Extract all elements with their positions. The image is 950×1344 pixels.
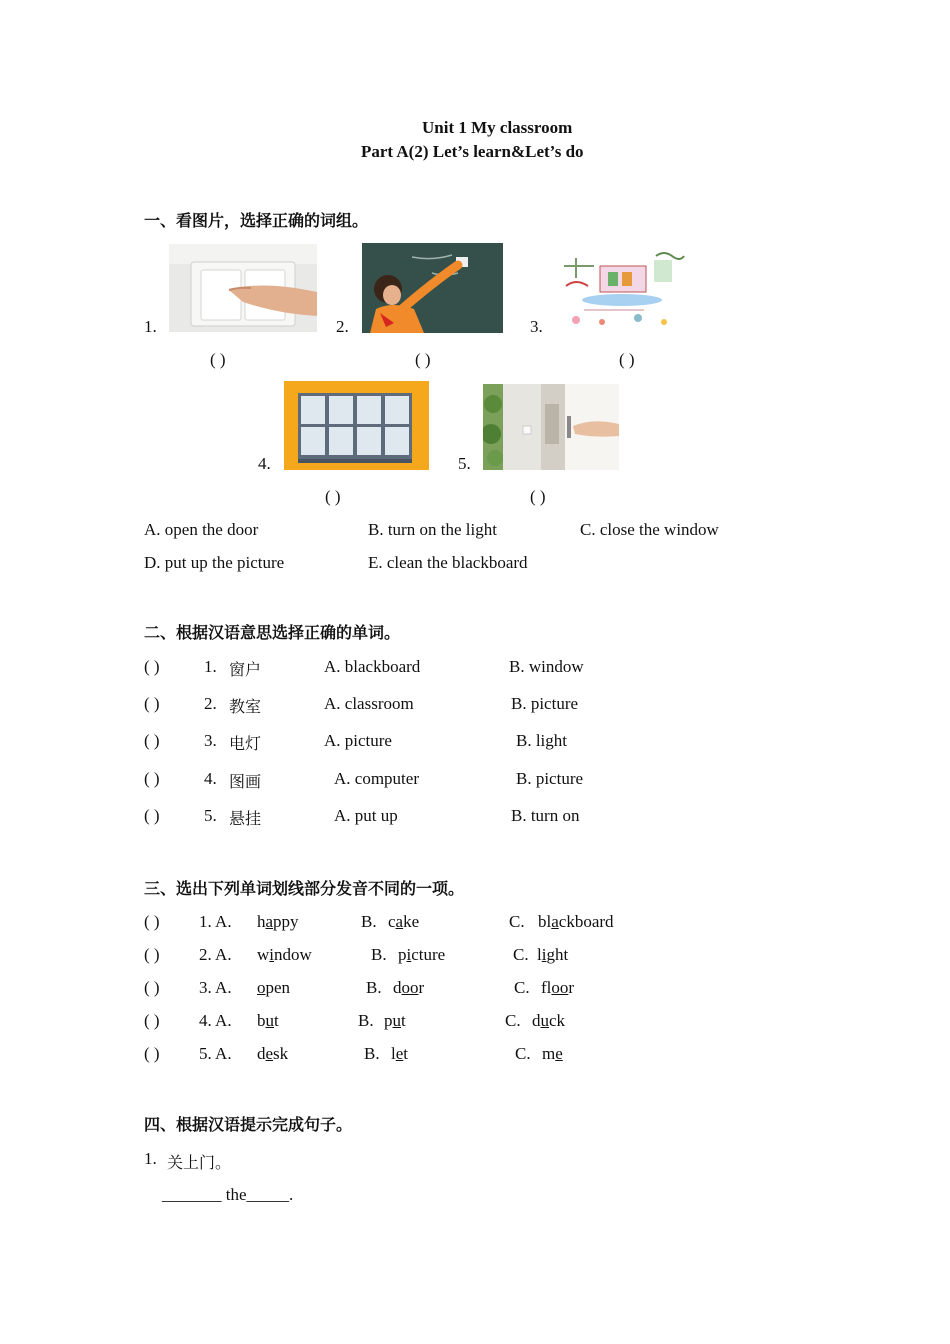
choice-b-label: B. [366, 978, 382, 997]
question-number: 3. [204, 731, 217, 750]
unit-title: Unit 1 My classroom [422, 118, 573, 137]
word-a: open [257, 978, 291, 997]
window-photo [284, 381, 429, 470]
answer-paren[interactable]: ( ) [144, 912, 160, 931]
choice-a: A. blackboard [324, 657, 421, 676]
chinese-word: 电灯 [229, 734, 262, 753]
door-handle-photo [483, 384, 619, 470]
answer-paren[interactable]: ( ) [144, 731, 160, 750]
chinese-prompt: 关上门。 [167, 1153, 232, 1172]
word-c: light [537, 945, 569, 964]
section3-heading: 三、选出下列单词划线部分发音不同的一项。 [144, 879, 465, 898]
question-number: 1. A. [199, 912, 232, 931]
pic5-answer-paren[interactable]: ( ) [530, 487, 546, 506]
choice-b: B. picture [511, 694, 579, 713]
question-number: 1. [144, 1149, 157, 1168]
word-a: window [257, 945, 312, 964]
pic5-number: 5. [458, 454, 471, 473]
option-c: C. close the window [580, 520, 719, 539]
answer-paren[interactable]: ( ) [144, 945, 160, 964]
pic4-answer-paren[interactable]: ( ) [325, 487, 341, 506]
choice-b-label: B. [361, 912, 377, 931]
word-c: duck [532, 1011, 566, 1030]
answer-paren[interactable]: ( ) [144, 769, 160, 788]
section1-heading: 一、看图片，选择正确的词组。 [144, 211, 369, 230]
question-number: 4. A. [199, 1011, 232, 1030]
word-c: me [542, 1044, 563, 1063]
choice-b: B. picture [516, 769, 584, 788]
word-a: happy [257, 912, 299, 931]
word-b: picture [398, 945, 446, 964]
word-c: floor [541, 978, 575, 997]
question-number: 2. A. [199, 945, 232, 964]
choice-b-label: B. [364, 1044, 380, 1063]
section4-heading: 四、根据汉语提示完成句子。 [144, 1115, 353, 1134]
choice-c-label: C. [514, 978, 530, 997]
word-a: desk [257, 1044, 289, 1063]
option-a: A. open the door [144, 520, 259, 539]
answer-paren[interactable]: ( ) [144, 806, 160, 825]
question-number: 2. [204, 694, 217, 713]
lesson-title: Part A(2) Let’s learn&Let’s do [361, 142, 584, 161]
fill-in-sentence[interactable]: _______ the_____. [162, 1185, 294, 1204]
word-b: door [393, 978, 425, 997]
choice-c-label: C. [513, 945, 529, 964]
question-number: 4. [204, 769, 217, 788]
option-d: D. put up the picture [144, 553, 285, 572]
choice-a: A. computer [334, 769, 419, 788]
chinese-word: 图画 [229, 772, 262, 791]
option-b: B. turn on the light [368, 520, 497, 539]
word-c: blackboard [538, 912, 614, 931]
choice-b: B. light [516, 731, 568, 750]
choice-c-label: C. [515, 1044, 531, 1063]
chinese-word: 教室 [229, 697, 262, 716]
choice-b-label: B. [371, 945, 387, 964]
chinese-word: 窗户 [229, 660, 262, 679]
light-switch-photo [169, 244, 317, 332]
word-a: but [257, 1011, 279, 1030]
answer-paren[interactable]: ( ) [144, 1044, 160, 1063]
answer-paren[interactable]: ( ) [144, 694, 160, 713]
answer-paren[interactable]: ( ) [144, 1011, 160, 1030]
choice-c-label: C. [505, 1011, 521, 1030]
question-number: 5. A. [199, 1044, 232, 1063]
section2-heading: 二、根据汉语意思选择正确的单词。 [144, 623, 401, 642]
choice-a: A. classroom [324, 694, 414, 713]
choice-b: B. window [509, 657, 584, 676]
pic2-answer-paren[interactable]: ( ) [415, 350, 431, 369]
word-b: cake [388, 912, 420, 931]
pic4-number: 4. [258, 454, 271, 473]
pic1-answer-paren[interactable]: ( ) [210, 350, 226, 369]
answer-paren[interactable]: ( ) [144, 978, 160, 997]
question-number: 5. [204, 806, 217, 825]
word-b: let [391, 1044, 409, 1063]
pic3-number: 3. [530, 317, 543, 336]
option-e: E. clean the blackboard [368, 553, 528, 572]
question-number: 1. [204, 657, 217, 676]
choice-b-label: B. [358, 1011, 374, 1030]
pictures-drawing [556, 246, 689, 334]
choice-a: A. put up [334, 806, 398, 825]
choice-a: A. picture [324, 731, 392, 750]
pic3-answer-paren[interactable]: ( ) [619, 350, 635, 369]
word-b: put [384, 1011, 406, 1030]
question-number: 3. A. [199, 978, 232, 997]
choice-c-label: C. [509, 912, 525, 931]
answer-paren[interactable]: ( ) [144, 657, 160, 676]
clean-blackboard-photo [362, 243, 503, 333]
pic1-number: 1. [144, 317, 157, 336]
chinese-word: 悬挂 [229, 809, 262, 828]
choice-b: B. turn on [511, 806, 580, 825]
pic2-number: 2. [336, 317, 349, 336]
